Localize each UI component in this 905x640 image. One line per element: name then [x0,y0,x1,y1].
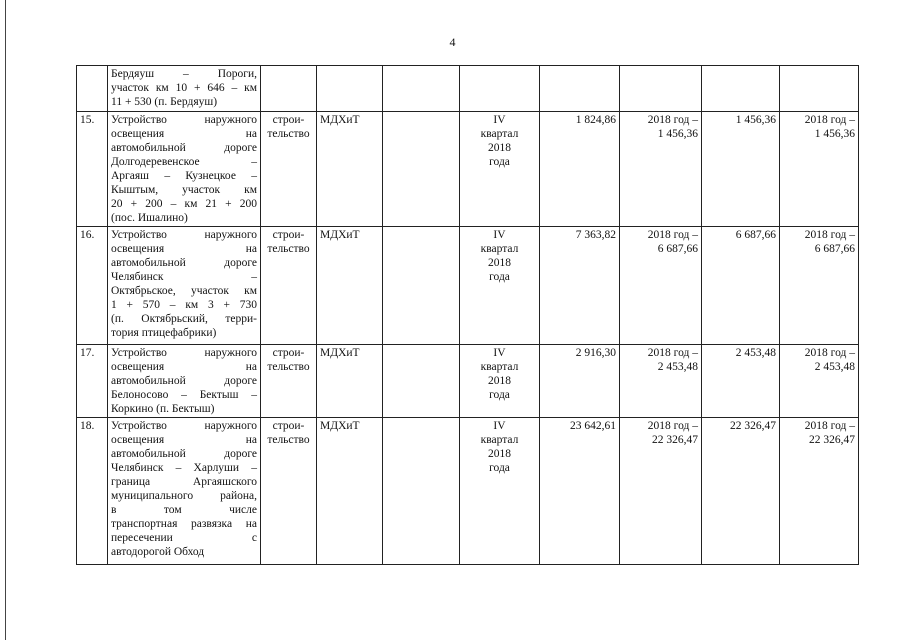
object-name-cell [108,418,261,565]
limit-cell: 22 326,47 [702,418,780,565]
financing-period-cell [620,112,702,227]
object-name-line: граница Аргаяшского [111,476,257,488]
financing-period-line: 6 687,66 [657,243,698,255]
object-name-line: в том числе [111,504,257,516]
limit-cell: 1 456,36 [702,112,780,227]
estimated-cost-cell: 1 824,86 [540,112,620,227]
object-name-line: Долгодеревенское – [111,156,257,168]
object-name-cell [108,112,261,227]
object-name-line: (пос. Ишалино) [111,212,188,224]
object-name-line: освещения на [111,434,257,446]
table-body [77,66,859,565]
object-name-line: Белоносово – Бектыш – [111,389,257,401]
object-name-line: Кыштым, участок км [111,184,257,196]
estimated-cost-cell [540,66,620,112]
object-name-line: 20 + 200 – км 21 + 200 [111,198,257,210]
object-name-line: автомобильной дороге [111,448,257,460]
work-type-line: строи- [272,420,305,432]
limit-period-line: 2018 год – [804,229,855,241]
table-row [77,418,859,565]
work-type-line: тельство [267,434,310,446]
term-line: IV [493,420,506,432]
object-name-line: Аргаяш – Кузнецкое – [111,170,257,182]
work-type-line: тельство [267,361,310,373]
customer-cell [317,66,383,112]
row-number-cell: 18. [77,418,108,565]
limit-cell: 6 687,66 [702,227,780,345]
object-name-line: пересечении с [111,532,257,544]
objects-table [76,65,859,565]
limit-period-line: 22 326,47 [809,434,855,446]
object-name-line: (п. Октябрьский, терри- [111,313,257,325]
object-name-line: Устройство наружного [111,420,257,432]
term-line: 2018 [488,375,511,387]
empty-cell [383,112,460,227]
object-name-line: автомобильной дороге [111,375,257,387]
estimated-cost-cell: 23 642,61 [540,418,620,565]
financing-period-cell [620,345,702,418]
object-name-line: Челябинск – Харлуши – [111,462,257,474]
financing-period-cell [620,66,702,112]
object-name-line: автодорогой Обход [111,546,205,558]
term-cell [460,227,540,345]
page-number: 4 [449,35,456,49]
work-type-cell [261,112,317,227]
object-name-line: Октябрьское, участок км [111,285,257,297]
work-type-line: строи- [272,229,305,241]
row-number-cell: 17. [77,345,108,418]
term-line: IV [493,114,506,126]
work-type-line: строи- [272,347,305,359]
estimated-cost-cell: 7 363,82 [540,227,620,345]
financing-period-line: 22 326,47 [652,434,698,446]
object-name-line: Устройство наружного [111,229,257,241]
customer-cell: МДХиТ [317,227,383,345]
row-number-cell [77,66,108,112]
empty-cell [383,345,460,418]
object-name-line: Челябинск – [111,271,257,283]
limit-period-line: 2018 год – [804,347,855,359]
table-row [77,227,859,345]
object-name-line: Устройство наружного [111,114,257,126]
limit-period-line: 2 453,48 [814,361,855,373]
term-line: квартал [480,128,519,140]
page-edge-line [5,0,6,640]
term-line: квартал [480,361,519,373]
financing-period-line: 1 456,36 [657,128,698,140]
object-name-line: муниципального района, [111,490,257,502]
customer-cell: МДХиТ [317,112,383,227]
object-name-line: Устройство наружного [111,347,257,359]
term-line: 2018 [488,257,511,269]
limit-period-line: 6 687,66 [814,243,855,255]
financing-period-line: 2 453,48 [657,361,698,373]
object-name-line: транспортная развязка на [111,518,257,530]
term-line: года [489,389,510,401]
work-type-cell [261,345,317,418]
term-line: года [489,462,510,474]
limit-period-cell [780,66,859,112]
work-type-line: тельство [267,243,310,255]
work-type-cell [261,418,317,565]
object-name-cell [108,66,261,112]
limit-cell: 2 453,48 [702,345,780,418]
financing-period-line: 2018 год – [647,114,698,126]
term-line: квартал [480,243,519,255]
empty-cell [383,66,460,112]
limit-period-cell [780,345,859,418]
object-name-cell [108,345,261,418]
limit-period-line: 2018 год – [804,420,855,432]
customer-cell: МДХиТ [317,345,383,418]
financing-period-cell [620,418,702,565]
object-name-cell [108,227,261,345]
term-line: года [489,156,510,168]
financing-period-line: 2018 год – [647,347,698,359]
term-cell [460,66,540,112]
financing-period-line: 2018 год – [647,229,698,241]
work-type-line: тельство [267,128,310,140]
limit-cell [702,66,780,112]
object-name-line: автомобильной дороге [111,257,257,269]
object-name-line: участок км 10 + 646 – км [111,82,257,94]
row-number-cell: 16. [77,227,108,345]
object-name-line: Бердяуш – Пороги, [111,68,257,80]
object-name-line: Коркино (п. Бектыш) [111,403,215,415]
work-type-line: строи- [272,114,305,126]
term-line: 2018 [488,448,511,460]
limit-period-line: 1 456,36 [814,128,855,140]
term-line: 2018 [488,142,511,154]
financing-period-cell [620,227,702,345]
object-name-line: освещения на [111,128,257,140]
limit-period-line: 2018 год – [804,114,855,126]
customer-cell: МДХиТ [317,418,383,565]
table-row [77,112,859,227]
limit-period-cell [780,418,859,565]
term-line: квартал [480,434,519,446]
term-cell [460,112,540,227]
term-line: года [489,271,510,283]
estimated-cost-cell: 2 916,30 [540,345,620,418]
table-row [77,345,859,418]
term-line: IV [493,229,506,241]
object-name-line: освещения на [111,361,257,373]
term-cell [460,418,540,565]
object-name-line: освещения на [111,243,257,255]
term-line: IV [493,347,506,359]
work-type-cell [261,66,317,112]
empty-cell [383,418,460,565]
table-row [77,66,859,112]
term-cell [460,345,540,418]
work-type-cell [261,227,317,345]
limit-period-cell [780,227,859,345]
empty-cell [383,227,460,345]
object-name-line: 1 + 570 – км 3 + 730 [111,299,257,311]
object-name-line: 11 + 530 (п. Бердяуш) [111,96,218,108]
object-name-line: автомобильной дороге [111,142,257,154]
financing-period-line: 2018 год – [647,420,698,432]
row-number-cell: 15. [77,112,108,227]
object-name-line: тория птицефабрики) [111,327,217,339]
limit-period-cell [780,112,859,227]
